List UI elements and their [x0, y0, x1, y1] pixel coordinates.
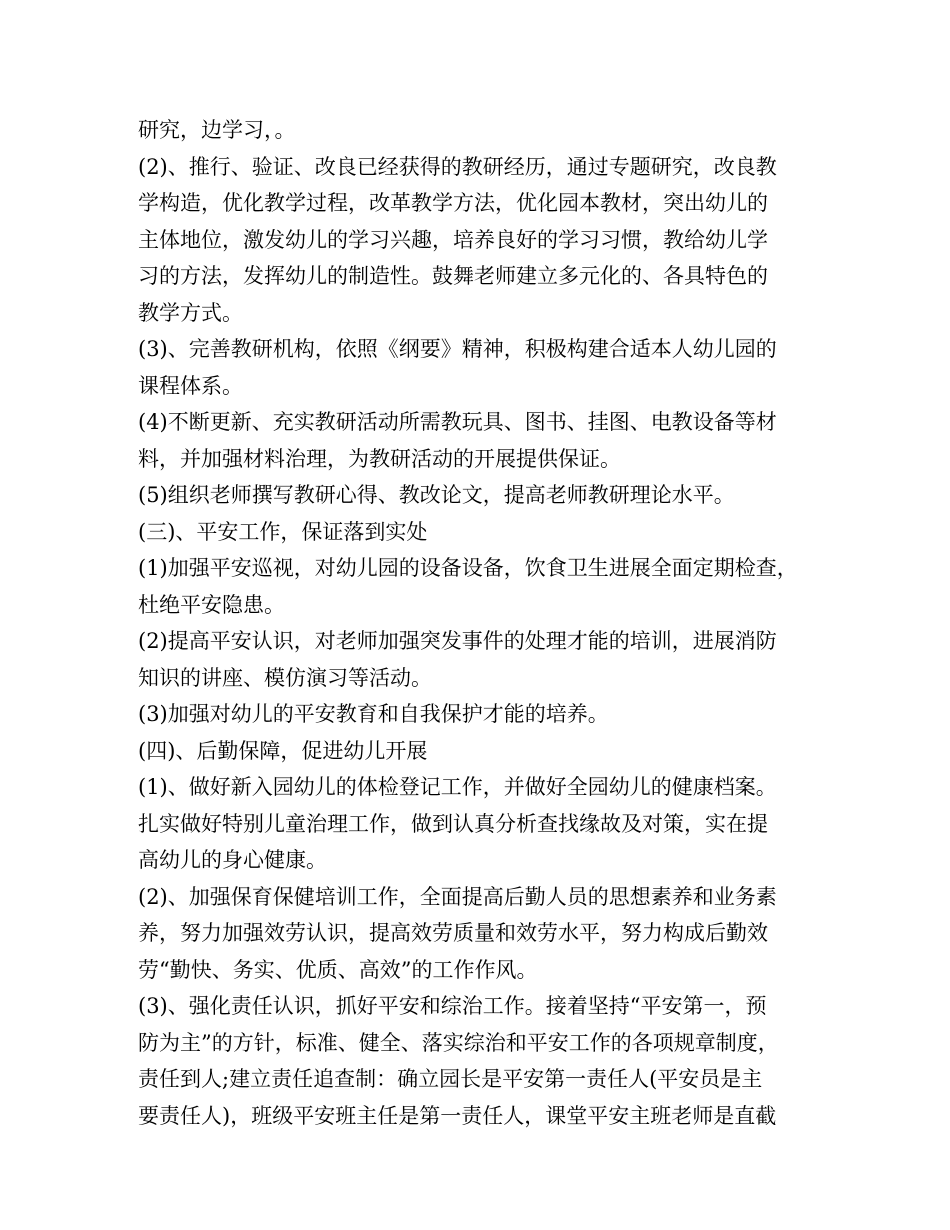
text-line: (5)组织老师撰写教研心得、教改论文，提高老师教研理论水平。 [138, 483, 735, 507]
text-line: 教学方式。 [138, 300, 243, 325]
text-line: 料，并加强材料治理，为教研活动的开展提供保证。 [138, 446, 621, 471]
text-line: 杜绝平安隐患。 [138, 592, 285, 617]
text-line: 习的方法，发挥幼儿的制造性。鼓舞老师建立多元化的、各具特色的 [138, 264, 768, 288]
text-line: 主体地位，激发幼儿的学习兴趣，培养良好的学习习惯，教给幼儿学 [138, 227, 768, 252]
text-line: (3)、强化责任认识，抓好平安和综治工作。接着坚持“平安第一，预 [138, 994, 767, 1018]
text-line: (2)、加强保育保健培训工作，全面提高后勤人员的思想素养和业务素 [138, 884, 777, 909]
text-line: 知识的讲座、模仿演习等活动。 [138, 665, 432, 690]
text-line: 扎实做好特别儿童治理工作，做到认真分析查找缘故及对策，实在提 [138, 811, 768, 836]
text-line: 防为主”的方针，标准、健全、落实综治和平安工作的各项规章制度， [138, 1030, 779, 1055]
text-line: 高幼儿的身心健康。 [138, 848, 327, 872]
text-line: (3)、完善教研机构，依照《纲要》精神，积极构建合适本人幼儿园的 [138, 337, 777, 361]
text-line: 责任到人;建立责任追查制：确立园长是平安第一责任人(平安员是主 [138, 1067, 763, 1091]
text-line: (1)、做好新入园幼儿的体检登记工作，并做好全园幼儿的健康档案。 [138, 775, 777, 799]
text-line: (4)不断更新、充实教研活动所需教玩具、图书、挂图、电教设备等材 [138, 410, 777, 434]
text-line: 课程体系。 [138, 373, 243, 398]
text-line: 要责任人)，班级平安班主任是第一责任人，课堂平安主班老师是直截 [138, 1103, 777, 1128]
text-line: 学构造，优化教学过程，改革教学方法，优化园本教材，突出幼儿的 [138, 191, 768, 215]
text-line: (2)、推行、验证、改良已经获得的教研经历，通过专题研究，改良教 [138, 154, 777, 179]
text-line: 养，努力加强效劳认识，提高效劳质量和效劳水平，努力构成后勤效 [138, 921, 768, 945]
section-heading: (三)、平安工作，保证落到实处 [138, 519, 428, 544]
text-line: 劳“勤快、务实、优质、高效”的工作作风。 [138, 957, 538, 982]
text-line: (3)加强对幼儿的平安教育和自我保护才能的培养。 [138, 702, 609, 726]
section-heading: (四)、后勤保障，促进幼儿开展 [138, 738, 428, 763]
text-line: (1)加强平安巡视，对幼儿园的设备设备，饮食卫生进展全面定期检查， [138, 556, 798, 580]
document-body [138, 112, 828, 1134]
text-line: 研究，边学习，。 [138, 118, 296, 142]
text-line: (2)提高平安认识，对老师加强突发事件的处理才能的培训，进展消防 [138, 629, 777, 653]
